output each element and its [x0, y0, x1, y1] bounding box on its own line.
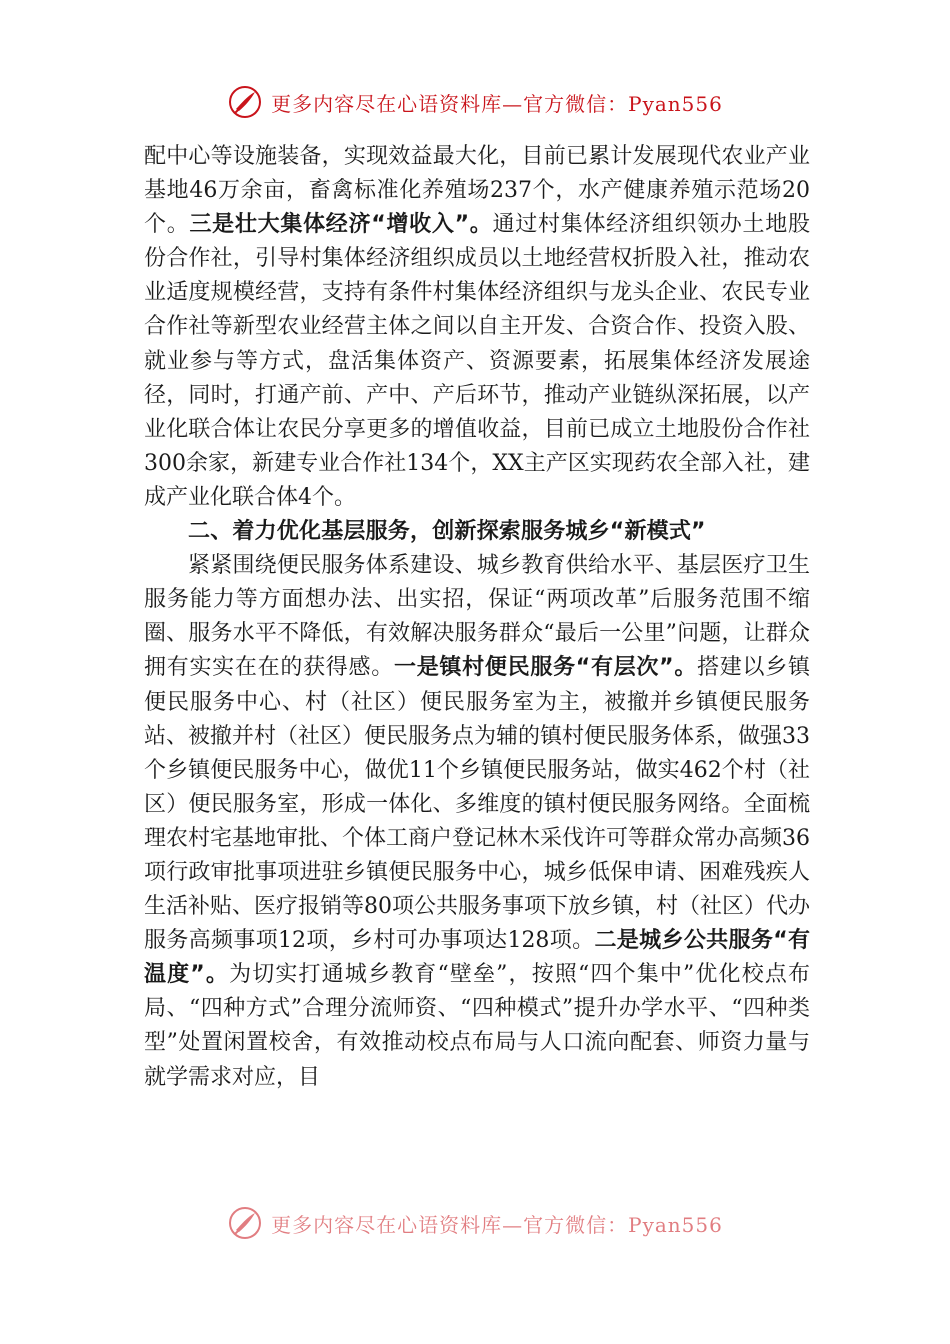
para1-bold-lead: 三是壮大集体经济“增收入”。	[189, 212, 493, 238]
para1-text-b: 通过村集体经济组织领办土地股份合作社，引导村集体经济组织成员以土地经营权折股入社，推动农业适度规模经营，支持有条件村集体经济组织与龙头企业、农民专业合作社等新型农业经营主体之间以自主开发、合资合作、投资入股、就业参与等方式，盘活集体资产、资源要素，拓展集体经济发展途径，同时，打通产前、产中、产后环节，推动产业链纵深拓展，以产业化联合体让农民分享更多的增值收益，目前已成立土地股份合作社300余家，新建专业合作社134个，XX主产区实现药农全部入社，建成产业化联合体4个。	[144, 212, 810, 510]
para2-bold-lead-2: 二是城乡公共服务“有温度”。	[144, 928, 810, 988]
para2-bold-lead-1: 一是镇村便民服务“有层次”。	[393, 655, 698, 681]
document-body	[144, 140, 810, 1095]
para2-text-c: 为切实打通城乡教育“壁垒”，按照“四个集中”优化校点布局、“四种方式”合理分流师资、“四种模式”提升办学水平、“四种类型”处置闲置校舍，有效推动校点布局与人口流向配套、师资力量与就学需求对应，目	[144, 962, 810, 1090]
para2-text-a: 紧紧围绕便民服务体系建设、城乡教育供给水平、基层医疗卫生服务能力等方面想办法、出实招，保证“两项改革”后服务范围不缩圈、服务水平不降低，有效解决服务群众“最后一公里”问题，让群众拥有实实在在的获得感。	[144, 553, 810, 681]
quill-seal-icon	[227, 1205, 263, 1241]
para1-text-a: 配中心等设施装备，实现效益最大化，目前已累计发展现代农业产业基地46万余亩，畜禽标准化养殖场237个，水产健康养殖示范场20个。	[144, 144, 810, 238]
footer-banner	[0, 1203, 950, 1243]
paragraph-grassroots-service	[144, 549, 810, 1095]
header-text: 更多内容尽在心语资料库—官方微信：Pyan556	[271, 91, 723, 116]
header-banner	[0, 82, 950, 122]
section-heading-2: 二、着力优化基层服务，创新探索服务城乡“新模式”	[188, 519, 706, 545]
quill-seal-icon	[227, 84, 263, 120]
para2-text-b: 搭建以乡镇便民服务中心、村（社区）便民服务室为主，被撤并乡镇便民服务站、被撤并村（社区）便民服务点为辅的镇村便民服务体系，做强33个乡镇便民服务中心，做优11个乡镇便民服务站，做实462个村（社区）便民服务室，形成一体化、多维度的镇村便民服务网络。全面梳理农村宅基地审批、个体工商户登记林木采伐许可等群众常办高频36项行政审批事项进驻乡镇便民服务中心，城乡低保申请、困难残疾人生活补贴、医疗报销等80项公共服务事项下放乡镇，村（社区）代办服务高频事项12项，乡村可办事项达128项。	[144, 655, 810, 954]
paragraph-collective-economy	[144, 140, 810, 515]
footer-text: 更多内容尽在心语资料库—官方微信：Pyan556	[271, 1212, 723, 1237]
